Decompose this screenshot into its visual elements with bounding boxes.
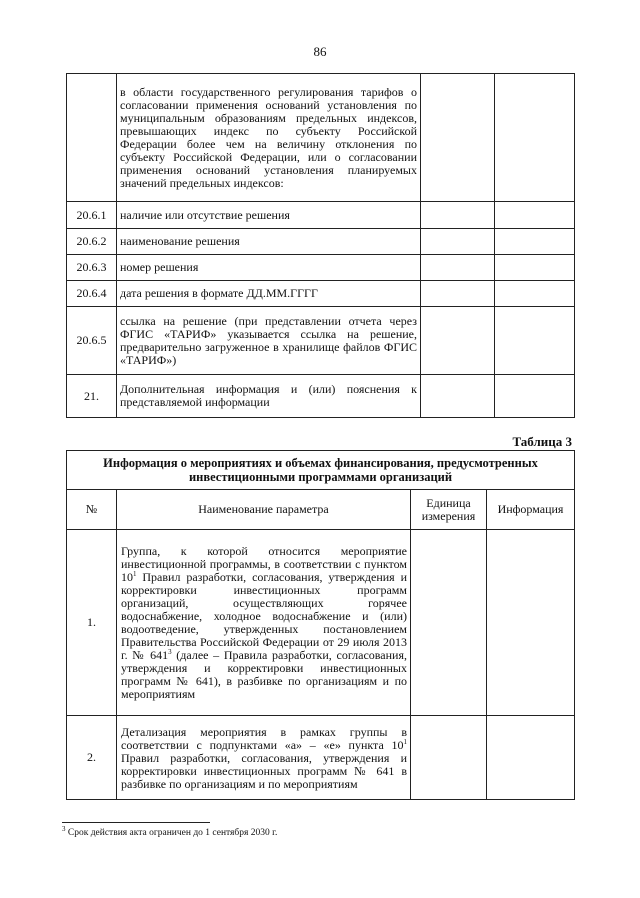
- unit-cell: [411, 716, 487, 800]
- row-number: 20.6.4: [67, 281, 117, 307]
- table-row: [67, 375, 575, 418]
- unit-cell: [421, 375, 495, 418]
- row-text: ссылка на решение (при представлении отчета через ФГИС «ТАРИФ» указывается ссылка на решение, предварительно загруженное в хранилище файлов ФГИС «ТАРИФ»): [117, 307, 421, 375]
- unit-cell: [421, 229, 495, 255]
- header-param: Наименование параметра: [117, 490, 411, 530]
- row-text: дата решения в формате ДД.ММ.ГГГГ: [117, 281, 421, 307]
- unit-cell: [411, 530, 487, 716]
- info-cell: [495, 74, 575, 202]
- investment-programs-table: [66, 450, 575, 800]
- table-row: [67, 74, 575, 202]
- row-text: Группа, к которой относится мероприятие инвестиционной программы, в соответствии с пунктом $10^1$ Правил разработки, согласования, утверждения и корректировки инвестиционных программ организаций, осуществляющих горячее водоснабжение, холодное водоснабжение и (или) водоотведение, утвержденных постановлением Правительства Российской Федерации от 29 июля 2013 г. № $641^3$ (далее – Правила разработки, согласования, утверждения и корректировки инвестиционных программ № 641), в разбивке по организациям и по мероприятиям: [117, 530, 411, 716]
- footnote-mark: 3: [62, 824, 66, 833]
- table-row: [67, 229, 575, 255]
- footnote-text: Срок действия акта ограничен до 1 сентября 2030 г.: [65, 828, 278, 838]
- table-row: [67, 281, 575, 307]
- row-text: номер решения: [117, 255, 421, 281]
- table-caption: Таблица 3: [512, 434, 572, 449]
- table-row: [67, 530, 575, 716]
- row-number: 20.6.1: [67, 202, 117, 229]
- header-row: [67, 490, 575, 530]
- unit-cell: [421, 74, 495, 202]
- row-number: 20.6.5: [67, 307, 117, 375]
- row-text: в области государственного регулирования тарифов о согласовании применения оснований установления по муниципальным образованиям предельных индексов, превышающих индекс по субъекту Российской Федерации более чем на величину отклонения по субъекту Российской Федерации, или о согласовании применения оснований установления планируемых значений предельных индексов:: [117, 74, 421, 202]
- header-num: №: [67, 490, 117, 530]
- row-text: Детализация мероприятия в рамках группы в соответствии с подпунктами «а» – «е» пункта $10^1$ Правил разработки, согласования, утверждения и корректировки инвестиционных программ № 641 в разбивке по организациям и по мероприятиям: [117, 716, 411, 800]
- info-cell: [495, 375, 575, 418]
- unit-cell: [421, 255, 495, 281]
- table-title: Информация о мероприятиях и объемах финансирования, предусмотренных инвестиционными программами организаций: [67, 451, 575, 490]
- row-text: наименование решения: [117, 229, 421, 255]
- row-number: 20.6.3: [67, 255, 117, 281]
- unit-cell: [421, 307, 495, 375]
- row-text: Дополнительная информация и (или) пояснения к представляемой информации: [117, 375, 421, 418]
- info-cell: [495, 307, 575, 375]
- unit-cell: [421, 281, 495, 307]
- table-row: [67, 716, 575, 800]
- row-number: 2.: [67, 716, 117, 800]
- footnote-separator: [62, 822, 210, 823]
- info-cell: [495, 255, 575, 281]
- table-row: [67, 307, 575, 375]
- footnote: [62, 824, 278, 838]
- info-cell: [487, 716, 575, 800]
- page-number: 86: [313, 44, 327, 59]
- header-unit: Единица измерения: [411, 490, 487, 530]
- table-row: [67, 202, 575, 229]
- row-number: 21.: [67, 375, 117, 418]
- table-row: [67, 255, 575, 281]
- info-cell: [495, 281, 575, 307]
- unit-cell: [421, 202, 495, 229]
- parameters-table-continued: [66, 73, 575, 418]
- row-text: наличие или отсутствие решения: [117, 202, 421, 229]
- row-number: 20.6.2: [67, 229, 117, 255]
- row-number: 1.: [67, 530, 117, 716]
- info-cell: [495, 229, 575, 255]
- header-info: Информация: [487, 490, 575, 530]
- row-number: [67, 74, 117, 202]
- info-cell: [495, 202, 575, 229]
- info-cell: [487, 530, 575, 716]
